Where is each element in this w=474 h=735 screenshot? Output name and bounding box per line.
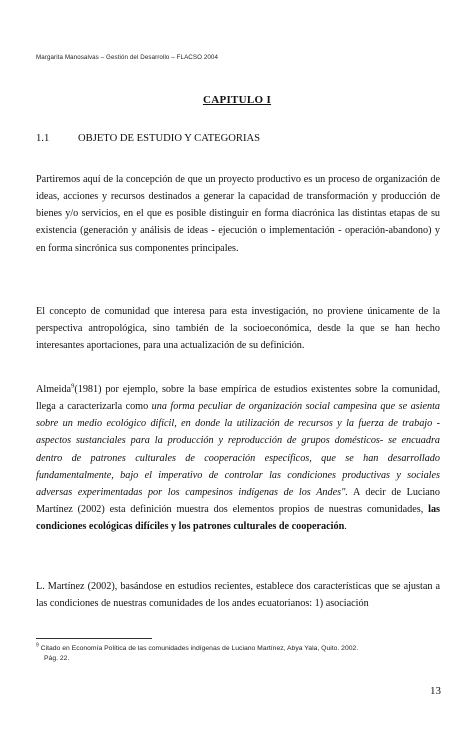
section-heading [36,133,260,144]
footnote-line-2: Pág. 22. [44,655,70,662]
footnote-divider [36,638,152,639]
author-name: Almeida [36,384,72,396]
footnote-line-1 [36,644,446,654]
paragraph-almeida-quote: una forma peculiar de organización social campesina que se asienta sobre un medio ecológico difícil, en donde la utilización de recursos y la fuerza de trabajo -aspectos sustanciales para la producción y reproducción de grupos domésticos- se encuadra dentro de patrones culturales de cooperación específicos, que se han desarrollado fundamentalmente, bajo el imperativo de controlar las condiciones productivas y sociales adversas experimentadas por los campesinos indígenas de los Andes". [36,401,440,498]
paragraph-almeida [36,381,440,535]
paragraph-community-concept: El concepto de comunidad que interesa para esta investigación, no proviene únicamente de la perspectiva antropológica, sino también de la socioeconómica, desde la que se han hecho interesantes aportaciones, para una actualización de su definición. [36,306,440,352]
paragraph-martinez: L. Martínez (2002), basándose en estudios recientes, establece dos características que se ajustan a las condiciones de nuestras comunidades de los andes ecuatorianos: 1) asociación [36,581,440,610]
paragraph-project-definition: Partiremos aquí de la concepción de que un proyecto productivo es un proceso de organización de ideas, acciones y recursos destinados a generar la capacidad de transformación y producción de bienes y/o servicios, en el que es posible distinguir en forma diacrónica las distintas etapas de su existencia (generación y análisis de ideas - ejecución o implementación - operación-abandono) y en forma sincrónica sus componentes principales. [36,174,440,254]
footnote-reference: 9 [71,382,75,390]
paragraph-almeida-end: . [344,520,347,532]
paragraph-almeida-lead: (1981) por ejemplo, sobre la base empírica de estudios existentes sobre la comunidad, llega a caracterizarla como [36,384,440,413]
chapter-title: CAPITULO I [202,94,272,106]
footnote-mark: 9 [36,642,39,649]
footnote [36,644,446,664]
section-number: 1.1 [36,133,50,144]
page-number: 13 [430,685,441,697]
paragraph-almeida-emphasis: las condiciones ecológicas difíciles y los patrones culturales de cooperación [36,503,440,532]
running-header: Margarita Manosalvas – Gestión del Desarrollo – FLACSO 2004 [36,54,218,61]
paragraph-almeida-middle: A decir de Luciano Martínez (2002) esta definición muestra dos elementos propios de nuestras comunidades, [36,486,440,515]
footnote-text: Citado en Economía Política de las comunidades indígenas de Luciano Martínez, Abya Yala, Quito. 2002. [40,645,359,652]
section-title: OBJETO DE ESTUDIO Y CATEGORIAS [78,133,261,144]
